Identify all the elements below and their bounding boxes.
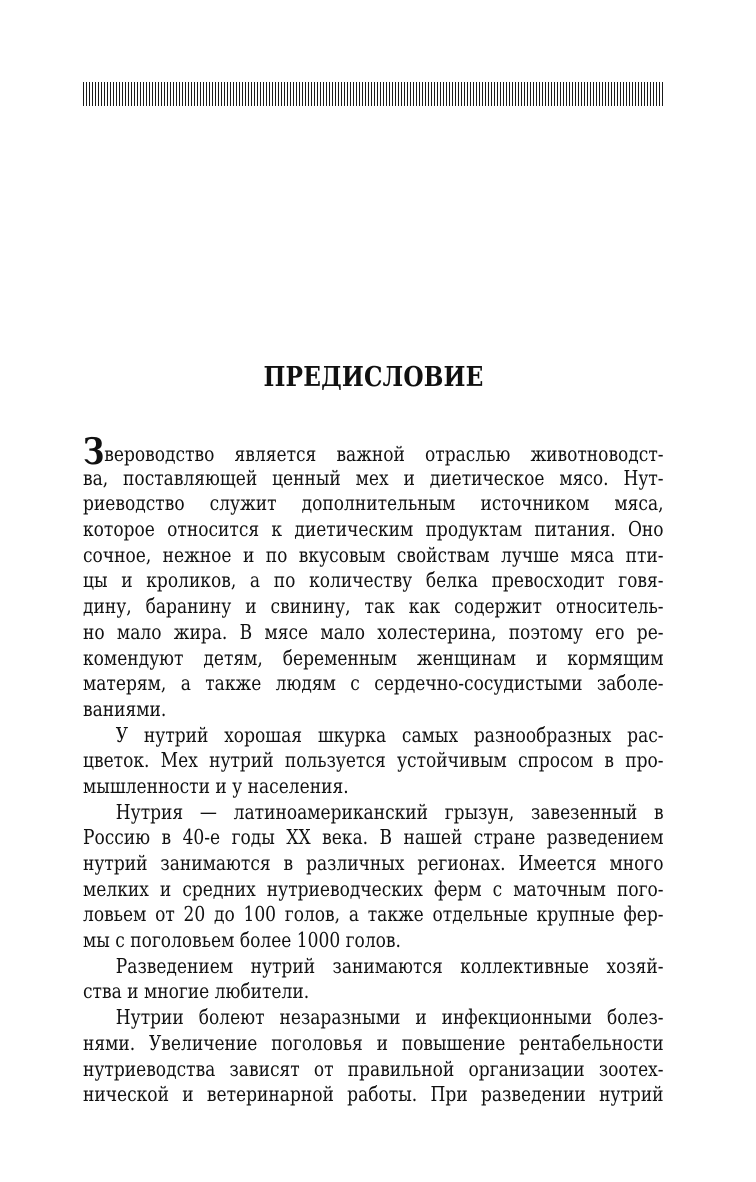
text-line: дину, баранину и свинину, так как содержит относитель- (83, 594, 664, 619)
text-line: сочное, нежное и по вкусовым свойствам лучше мяса пти- (83, 542, 664, 567)
text-line: нутриеводства зависят от правильной организации зоотех- (83, 1056, 664, 1081)
text-line: Россию в 40-е годы XX века. В нашей стране разведением (83, 825, 664, 850)
text-line: цветок. Мех нутрий пользуется устойчивым спросом в про- (83, 748, 664, 773)
text-line: ваниями. (83, 696, 167, 721)
text-line: комендуют детям, беременным женщинам и кормящим (83, 645, 664, 670)
text-line: матерям, а также людям с сердечно-сосудистыми заболе- (83, 671, 664, 696)
text-line: мышленности и у населения. (83, 773, 349, 798)
text-line: мелких и средних нутриеводческих ферм с маточным пого- (83, 876, 664, 901)
drop-cap: З (83, 431, 105, 473)
text-line: нутрий занимаются в различных регионах. Имеется много (83, 851, 664, 875)
text-line: риеводство служит дополнительным источником мяса, (83, 491, 664, 516)
text-line: Разведением нутрий занимаются коллективные хозяй- (115, 953, 664, 978)
text-line: мы с поголовьем более 1000 голов. (83, 928, 401, 953)
text-line: но мало жира. В мясе мало холестерина, поэтому его ре- (83, 619, 664, 644)
text-line: цы и кроликов, а по количеству белка превосходит говя- (83, 568, 664, 593)
header-ornament-rule (83, 82, 664, 106)
page-title: ПРЕДИСЛОВИЕ (263, 362, 484, 393)
text-line: нической и ветеринарной работы. При разведении нутрий (83, 1082, 664, 1107)
text-line: Звероводство является важной отраслью животноводст- (83, 431, 664, 473)
text-line: Нутрия — латиноамериканский грызун, завезенный в (115, 799, 664, 824)
text-line: У нутрий хорошая шкурка самых разнообразных рас- (115, 722, 664, 747)
text-line: нями. Увеличение поголовья и повышение рентабельности (83, 1030, 664, 1055)
body-text (83, 431, 664, 1108)
text-line: Нутрии болеют незаразными и инфекционными болез- (115, 1005, 664, 1030)
text-line: ва, поставляющей ценный мех и диетическое мясо. Нут- (83, 465, 664, 490)
text-line: ловьем от 20 до 100 голов, а также отдельные крупные фер- (83, 902, 664, 927)
text-line: ства и многие любители. (83, 979, 310, 1004)
text-line: которое относится к диетическим продуктам питания. Оно (83, 517, 664, 542)
